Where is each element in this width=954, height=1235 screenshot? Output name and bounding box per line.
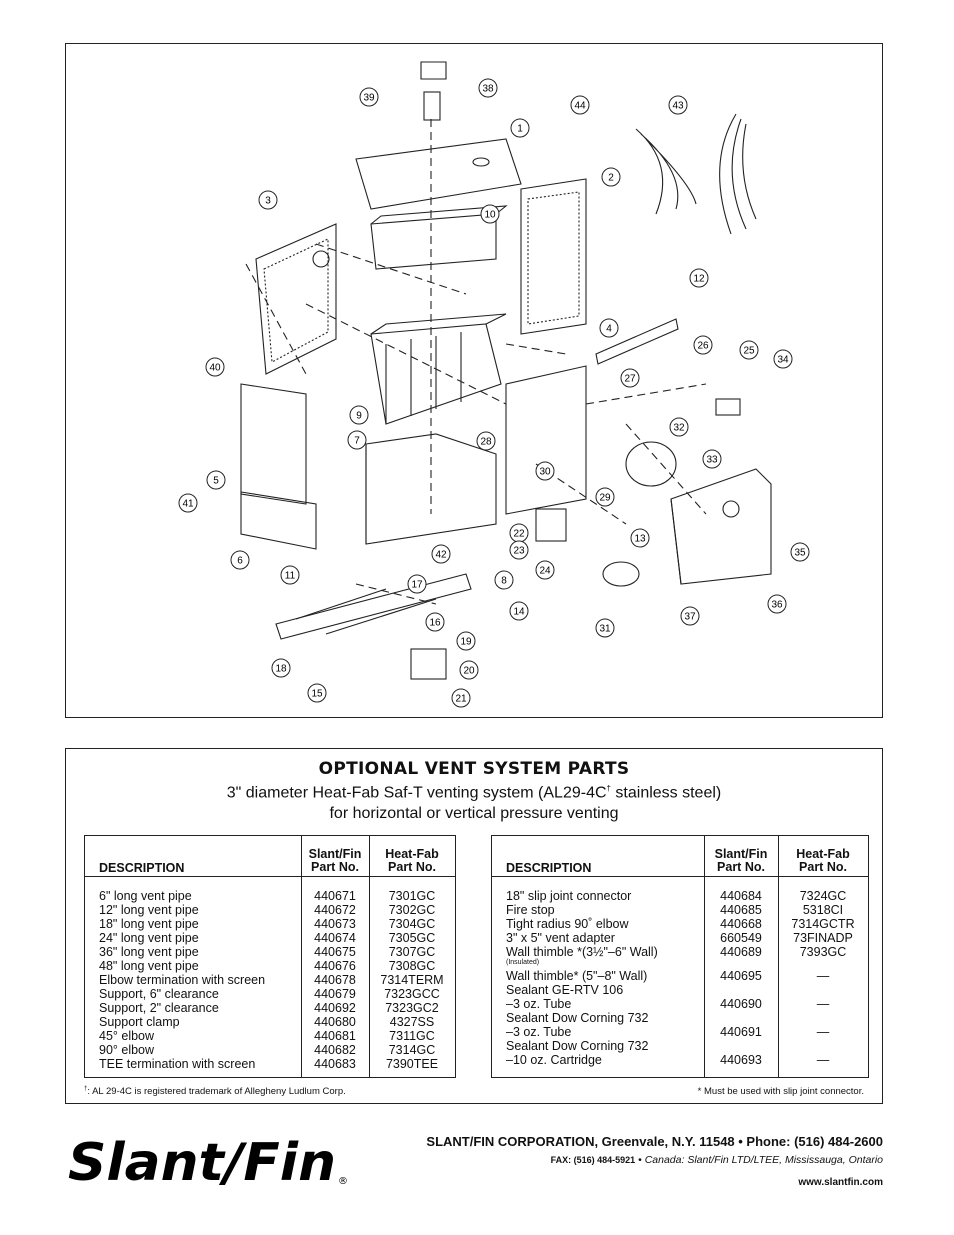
table-header [85,836,455,877]
part-description: TEE termination with screen [99,1057,256,1071]
part-description: 3" x 5" vent adapter [506,931,615,945]
website-link[interactable]: www.slantfin.com [798,1177,883,1188]
subtitle-part-a: 3" diameter Heat-Fab Saf-T venting system (AL29-4C [226,784,607,802]
heatfab-header-line1: Heat-Fab [796,847,850,861]
table-row [85,1029,455,1043]
table-row [85,973,455,987]
callout-25 [740,341,758,359]
slantfin-header-line1: Slant/Fin [308,847,362,861]
heatfab-part-number: — [816,1025,830,1039]
callout-number: 22 [513,528,525,540]
callout-number: 41 [182,498,194,510]
top-cover-part [356,139,521,209]
heatfab-part-number: 4327SS [389,1015,435,1029]
callout-41 [179,494,197,512]
table-row [85,1057,455,1071]
heatfab-header-line1: Heat-Fab [385,847,439,861]
table-row [492,1011,868,1025]
part-description: Support, 2" clearance [99,1001,219,1015]
vent-section-title: OPTIONAL VENT SYSTEM PARTS [318,759,630,779]
callout-number: 37 [684,611,696,623]
heatfab-header-line2: Part No. [799,860,847,874]
slantfin-part-number: 440679 [314,987,356,1001]
part-description: Sealant Dow Corning 732 [506,1039,649,1053]
table-body [85,889,455,1071]
slantfin-part-header [303,848,367,888]
callout-24 [536,561,554,579]
slantfin-part-number: 440691 [720,1025,762,1039]
corporate-address: SLANT/FIN CORPORATION, Greenvale, N.Y. 11548 • Phone: (516) 484-2600 [426,1134,883,1149]
table-row [492,997,868,1011]
callout-23 [510,541,528,559]
part-description: 36" long vent pipe [99,945,199,959]
callout-number: 44 [574,100,586,112]
part-description: –3 oz. Tube [506,997,572,1011]
heatfab-part-number: 7305GC [388,931,436,945]
callout-34 [774,350,792,368]
part-description: –3 oz. Tube [506,1025,572,1039]
table-row [85,959,455,973]
table-row [85,987,455,1001]
callout-36 [768,595,786,613]
callout-20 [460,661,478,679]
trademark-footnote [84,1086,346,1097]
logo-graphic [66,1124,356,1194]
logo-wordmark: Slant/Fin [68,1133,336,1193]
callout-number: 32 [673,422,685,434]
callout-number: 29 [599,492,611,504]
part-description: Sealant Dow Corning 732 [506,1011,649,1025]
part-description: 90° elbow [99,1043,155,1057]
slantfin-part-number: 440692 [314,1001,356,1015]
heatfab-part-number: 73FINADP [793,931,853,945]
slantfin-part-number: 440675 [314,945,356,959]
heatfab-part-number: 7314GCTR [791,917,855,931]
callout-number: 19 [460,636,472,648]
description-header: DESCRIPTION [506,861,592,875]
callout-27 [621,369,639,387]
part-description: Support clamp [99,1015,180,1029]
callout-number: 25 [743,345,755,357]
table-row [492,959,868,969]
callout-17 [408,575,426,593]
table-row [492,1025,868,1039]
callout-2 [602,168,620,186]
part-description: 12" long vent pipe [99,903,199,917]
callout-number: 33 [706,454,718,466]
table-row [492,903,868,917]
slantfin-part-number: 440678 [314,973,356,987]
table-row [492,917,868,931]
table-row [492,945,868,959]
callout-16 [426,613,444,631]
separator-bullet: • [635,1154,645,1166]
slantfin-part-number: 440682 [314,1043,356,1057]
callout-43 [669,96,687,114]
callout-8 [495,571,513,589]
callout-number: 21 [455,693,467,705]
callout-number: 11 [284,570,296,582]
slantfin-part-number: 440685 [720,903,762,917]
callout-12 [690,269,708,287]
callout-number: 16 [429,617,441,629]
vent-parts-table-right [491,835,869,1078]
table-row [492,931,868,945]
slantfin-part-number: 440676 [314,959,356,973]
vent-parts-panel [65,748,883,1104]
callout-number: 43 [672,100,684,112]
part-description: 6" long vent pipe [99,889,192,903]
table-row [85,889,455,903]
slantfin-part-number: 440673 [314,917,356,931]
callout-14 [510,602,528,620]
slantfin-part-number: 440690 [720,997,762,1011]
description-header: DESCRIPTION [99,861,185,875]
table-row [85,945,455,959]
callout-number: 13 [634,533,646,545]
exploded-parts-diagram [66,44,884,719]
part-description: Support, 6" clearance [99,987,219,1001]
slantfin-header-line1: Slant/Fin [714,847,768,861]
callout-35 [791,543,809,561]
callout-32 [670,418,688,436]
slantfin-part-number: 440689 [720,945,762,959]
table-body [492,889,868,1067]
slantfin-part-number: 440683 [314,1057,356,1071]
part-description: 45° elbow [99,1029,155,1043]
table-row [85,917,455,931]
heatfab-part-number: 7323GC2 [385,1001,439,1015]
slantfin-part-number: 440672 [314,903,356,917]
callout-number: 18 [275,663,287,675]
heatfab-part-header [780,848,866,888]
callout-number: 5 [213,475,219,487]
callout-29 [596,488,614,506]
part-description: (Insulated) [506,959,540,966]
heatfab-header-line2: Part No. [388,860,436,874]
table-header [492,836,868,877]
table-row [492,969,868,983]
callout-42 [432,545,450,563]
canada-office: Canada: Slant/Fin LTD/LTEE, Mississauga, Ontario [644,1154,883,1166]
callout-31 [596,619,614,637]
callout-number: 8 [501,575,507,587]
callout-number: 10 [484,209,496,221]
slantfin-part-number: 440693 [720,1053,762,1067]
callout-number: 36 [771,599,783,611]
table-row [492,889,868,903]
slantfin-part-number: 440668 [720,917,762,931]
callout-number: 14 [513,606,525,618]
callout-number: 4 [606,323,612,335]
dagger-mark: † [606,784,611,793]
callout-22 [510,524,528,542]
callout-6 [231,551,249,569]
heatfab-part-number: 7307GC [388,945,436,959]
callout-3 [259,191,277,209]
callout-26 [694,336,712,354]
heatfab-part-number: 7390TEE [385,1057,439,1071]
callout-number: 20 [463,665,475,677]
part-description: 18" long vent pipe [99,917,199,931]
callout-39 [360,88,378,106]
slantfin-logo [66,1124,356,1194]
fax-number: FAX: (516) 484-5921 [550,1155,636,1165]
slantfin-part-number: 440680 [314,1015,356,1029]
vent-subtitle-2: for horizontal or vertical pressure venting [329,805,619,822]
callout-number: 2 [608,172,614,184]
slantfin-part-number: 440684 [720,889,762,903]
callout-30 [536,462,554,480]
callout-9 [350,406,368,424]
callout-10 [481,205,499,223]
callout-number: 15 [311,688,323,700]
part-description: 24" long vent pipe [99,931,199,945]
callout-number: 40 [209,362,221,374]
vent-subtitle [66,784,882,802]
callout-number: 12 [693,273,705,285]
heatfab-part-number: 7308GC [388,959,436,973]
callout-15 [308,684,326,702]
heatfab-part-number: 7311GC [389,1029,435,1043]
table-row [85,1001,455,1015]
heatfab-part-number: 7314TERM [380,973,444,987]
callout-number: 3 [265,195,271,207]
heatfab-part-header [371,848,453,888]
slantfin-header-line2: Part No. [717,860,765,874]
heatfab-part-number: 5318CI [802,903,844,917]
callout-5 [207,471,225,489]
callout-number: 30 [539,466,551,478]
callout-number: 24 [539,565,551,577]
callout-number: 23 [513,545,525,557]
heatfab-part-number: 7304GC [388,917,436,931]
callout-38 [479,79,497,97]
callout-44 [571,96,589,114]
part-description: 48" long vent pipe [99,959,199,973]
heatfab-part-number: — [816,1053,830,1067]
callout-18 [272,659,290,677]
callout-19 [457,632,475,650]
slantfin-part-number: 440674 [314,931,356,945]
callout-28 [477,432,495,450]
callout-number: 17 [411,579,423,591]
callout-number: 31 [599,623,611,635]
part-description: Elbow termination with screen [99,973,266,987]
callout-7 [348,431,366,449]
callout-number: 39 [363,92,375,104]
heatfab-part-number: 7324GC [799,889,847,903]
registered-mark: ® [338,1176,348,1187]
part-description: Fire stop [506,903,555,917]
callout-number: 26 [697,340,709,352]
table-row [492,983,868,997]
callout-number: 27 [624,373,636,385]
part-description: Wall thimble *(3½"–6" Wall) [506,945,658,959]
slip-joint-footnote: * Must be used with slip joint connector. [697,1086,864,1097]
table-row [492,1053,868,1067]
callout-number: 9 [356,410,362,422]
heatfab-part-number: 7301GC [388,889,436,903]
vent-parts-table-left [84,835,456,1078]
callout-21 [452,689,470,707]
fax-and-canada-line [551,1154,883,1166]
slantfin-part-number: 440671 [314,889,356,903]
callout-4 [600,319,618,337]
callout-number: 6 [237,555,243,567]
heatfab-part-number: 7393GC [799,945,847,959]
part-description: –10 oz. Cartridge [506,1053,602,1067]
footnote-dagger: † [84,1086,88,1092]
table-row [85,1015,455,1029]
slantfin-part-number: 440695 [720,969,762,983]
table-row [492,1039,868,1053]
callout-number: 34 [777,354,789,366]
table-row [85,1043,455,1057]
callout-40 [206,358,224,376]
slantfin-part-header [706,848,776,888]
subtitle-part-b: stainless steel) [610,784,722,802]
callout-number: 28 [480,436,492,448]
part-description: Tight radius 90˚ elbow [506,917,629,931]
parts-diagram-frame [65,43,883,718]
part-description: Wall thimble* (5"–8" Wall) [506,969,648,983]
slantfin-part-number: 440681 [314,1029,356,1043]
footnote-text: : AL 29-4C is registered trademark of Allegheny Ludlum Corp. [87,1086,346,1098]
callout-number: 1 [517,123,523,135]
table-row [85,903,455,917]
heatfab-part-number: 7314GC [388,1043,436,1057]
callout-13 [631,529,649,547]
heatfab-part-number: — [816,997,830,1011]
table-row [85,931,455,945]
callout-number: 38 [482,83,494,95]
callout-33 [703,450,721,468]
heatfab-part-number: 7302GC [388,903,436,917]
slantfin-header-line2: Part No. [311,860,359,874]
callout-number: 7 [354,435,360,447]
part-description: Sealant GE-RTV 106 [506,983,624,997]
callout-11 [281,566,299,584]
callout-37 [681,607,699,625]
callout-1 [511,119,529,137]
heatfab-part-number: 7323GCC [384,987,440,1001]
slantfin-part-number: 660549 [720,931,762,945]
callout-number: 42 [435,549,447,561]
heatfab-part-number: — [816,969,830,983]
callout-group [179,79,809,707]
callout-number: 35 [794,547,806,559]
part-description: 18" slip joint connector [506,889,632,903]
